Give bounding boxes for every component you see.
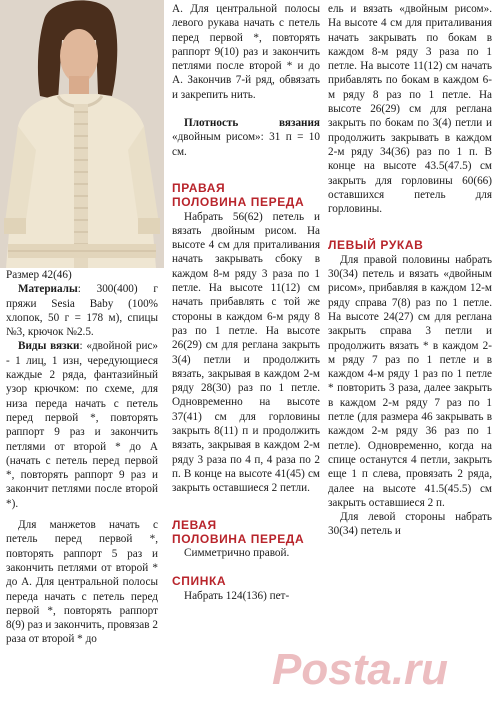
materials-label: Материалы bbox=[18, 283, 78, 296]
density-text: «двойным рисом»: 31 п = 10 см. bbox=[172, 131, 320, 158]
density-paragraph bbox=[172, 116, 320, 159]
cuffs-paragraph: Для манжетов начать с петель перед первой *, повторять раппорт 5 раз и закончить петлями от второй * до А. Для центральной полосы переда начать с петель перед первой *, повторять раппорт 8(9) раз и закончить, провязав 2 раза от второй * до bbox=[6, 519, 158, 646]
materials-paragraph bbox=[6, 282, 158, 339]
woman-photo-icon bbox=[0, 0, 164, 268]
back-text: Набрать 124(136) пет- bbox=[184, 589, 290, 602]
right-front-title-1: ПРАВАЯ bbox=[172, 180, 226, 195]
materials-text: : 300(400) г пряжи Sesia Baby (100% хлопок, 50 г = 178 м), спицы №3, крючок №2.5. bbox=[6, 283, 158, 339]
back-title: СПИНКА bbox=[172, 574, 227, 589]
col2-top-paragraph: А. Для центральной полосы левого рукава начать с петель перед первой *, повторять раппорт 9(10) раз и закончить петлями после второй * и до А. Закончив 7-й ряд, обвязать и закрепить нить. bbox=[172, 3, 320, 101]
right-front-text: Набрать 56(62) петель и вязать двойным рисом. На высоте 4 см для приталивания начать закрывать сбоку в каждом 8-м ряду 3 раза по 1 петле. На высоте 11(12) см начать прибавлять с той же стороны в каждом 6-м ряду 8 раз по 1 петле. На высоте 26(29) см для реглана закрыть 3(4) петли и продолжить вязать, закрывая в каждом 2-м ряду 28(30) раз по 1 петле. Одновременно на высоте 37(41) см для горловины закрыть 8(11) п и продолжить вязать, закрывая в каждом 2-м ряду 3 раза по 4 п, 4 раза по 2 п. В конце на высоте 41(45) см закрыть оставшиеся 2 петли. bbox=[172, 210, 320, 495]
column-3 bbox=[328, 2, 492, 539]
knit-types-text: : «двойной рис» - 1 лиц, 1 изн, чередующиеся каждые 2 ряда, фантазийный узор крючком: по схеме, для низа переда начать с петель перед первой *, повторять раппорт 9 раз и закончить петлями от второй * до А (начать с петель перед первой *, повторять раппорт 9 раз и закончит петлями после второй *). bbox=[6, 340, 159, 510]
size-line: Размер 42(46) bbox=[6, 269, 72, 281]
left-front-title-1: ЛЕВАЯ bbox=[172, 517, 217, 532]
left-front-text: Симметрично правой. bbox=[184, 547, 290, 560]
left-front-title-2: ПОЛОВИНА ПЕРЕДА bbox=[172, 531, 305, 546]
posta-watermark-icon bbox=[268, 636, 498, 699]
left-side-paragraph: Для левой стороны набрать 30(34) петель и bbox=[328, 511, 492, 538]
watermark-logo bbox=[268, 636, 498, 699]
watermark-text: Posta.ru bbox=[272, 645, 449, 694]
right-front-title-2: ПОЛОВИНА ПЕРЕДА bbox=[172, 195, 305, 210]
model-photo bbox=[0, 0, 164, 268]
density-label: Плотность вязания bbox=[184, 117, 320, 130]
left-sleeve-text: Для правой половины набрать 30(34) петель и вязать «двойным рисом», прибавляя в каждом 12-м ряду справа 7(8) раз по 1 петле. На высоте 24(27) см для реглана закрыть справа 3 петли и продолжить вязать * в каждом 2-м ряду 7 раз по 1 петле и в каждом 4-м ряду 1 раз по 1 петле * повторить 3 раза, далее закрыть в каждом 2-м ряду 7 раз по 1 петле (для размера 46 закрывать в каждом 2-м ряду 36 раз по 1 петле). Одновременно, когда на спице останутся 4 петли, закрыть еще 1 п слева, провязать 2 ряда, далее на высоте 41.5(45.5) см закрыть оставшиеся 2 п. bbox=[328, 253, 492, 509]
knit-types-label: Виды вязки bbox=[18, 340, 80, 353]
col3-top-paragraph: ель и вязать «двойным рисом». На высоте 4 см для приталивания начать закрывать по бокам в каждом 8-м ряду 3 раза по 1 петле. На высоте 11(12) см начать прибавлять по бокам в каждом 6-м ряду 8 раз по 1 петле. На высоте 26(29) см для реглана закрыть по бокам по 3(4) петли и продолжить закрывать в каждом 2-м ряду 34(36) раз по 1 п. В конце на высоте 43.5(47.5) см закрыть для горловины 60(66) оставшихся петель для горловины. bbox=[328, 3, 492, 216]
knit-types-paragraph bbox=[6, 339, 158, 511]
column-2 bbox=[172, 2, 320, 603]
column-1 bbox=[6, 268, 158, 647]
left-sleeve-title: ЛЕВЫЙ РУКАВ bbox=[328, 238, 424, 253]
